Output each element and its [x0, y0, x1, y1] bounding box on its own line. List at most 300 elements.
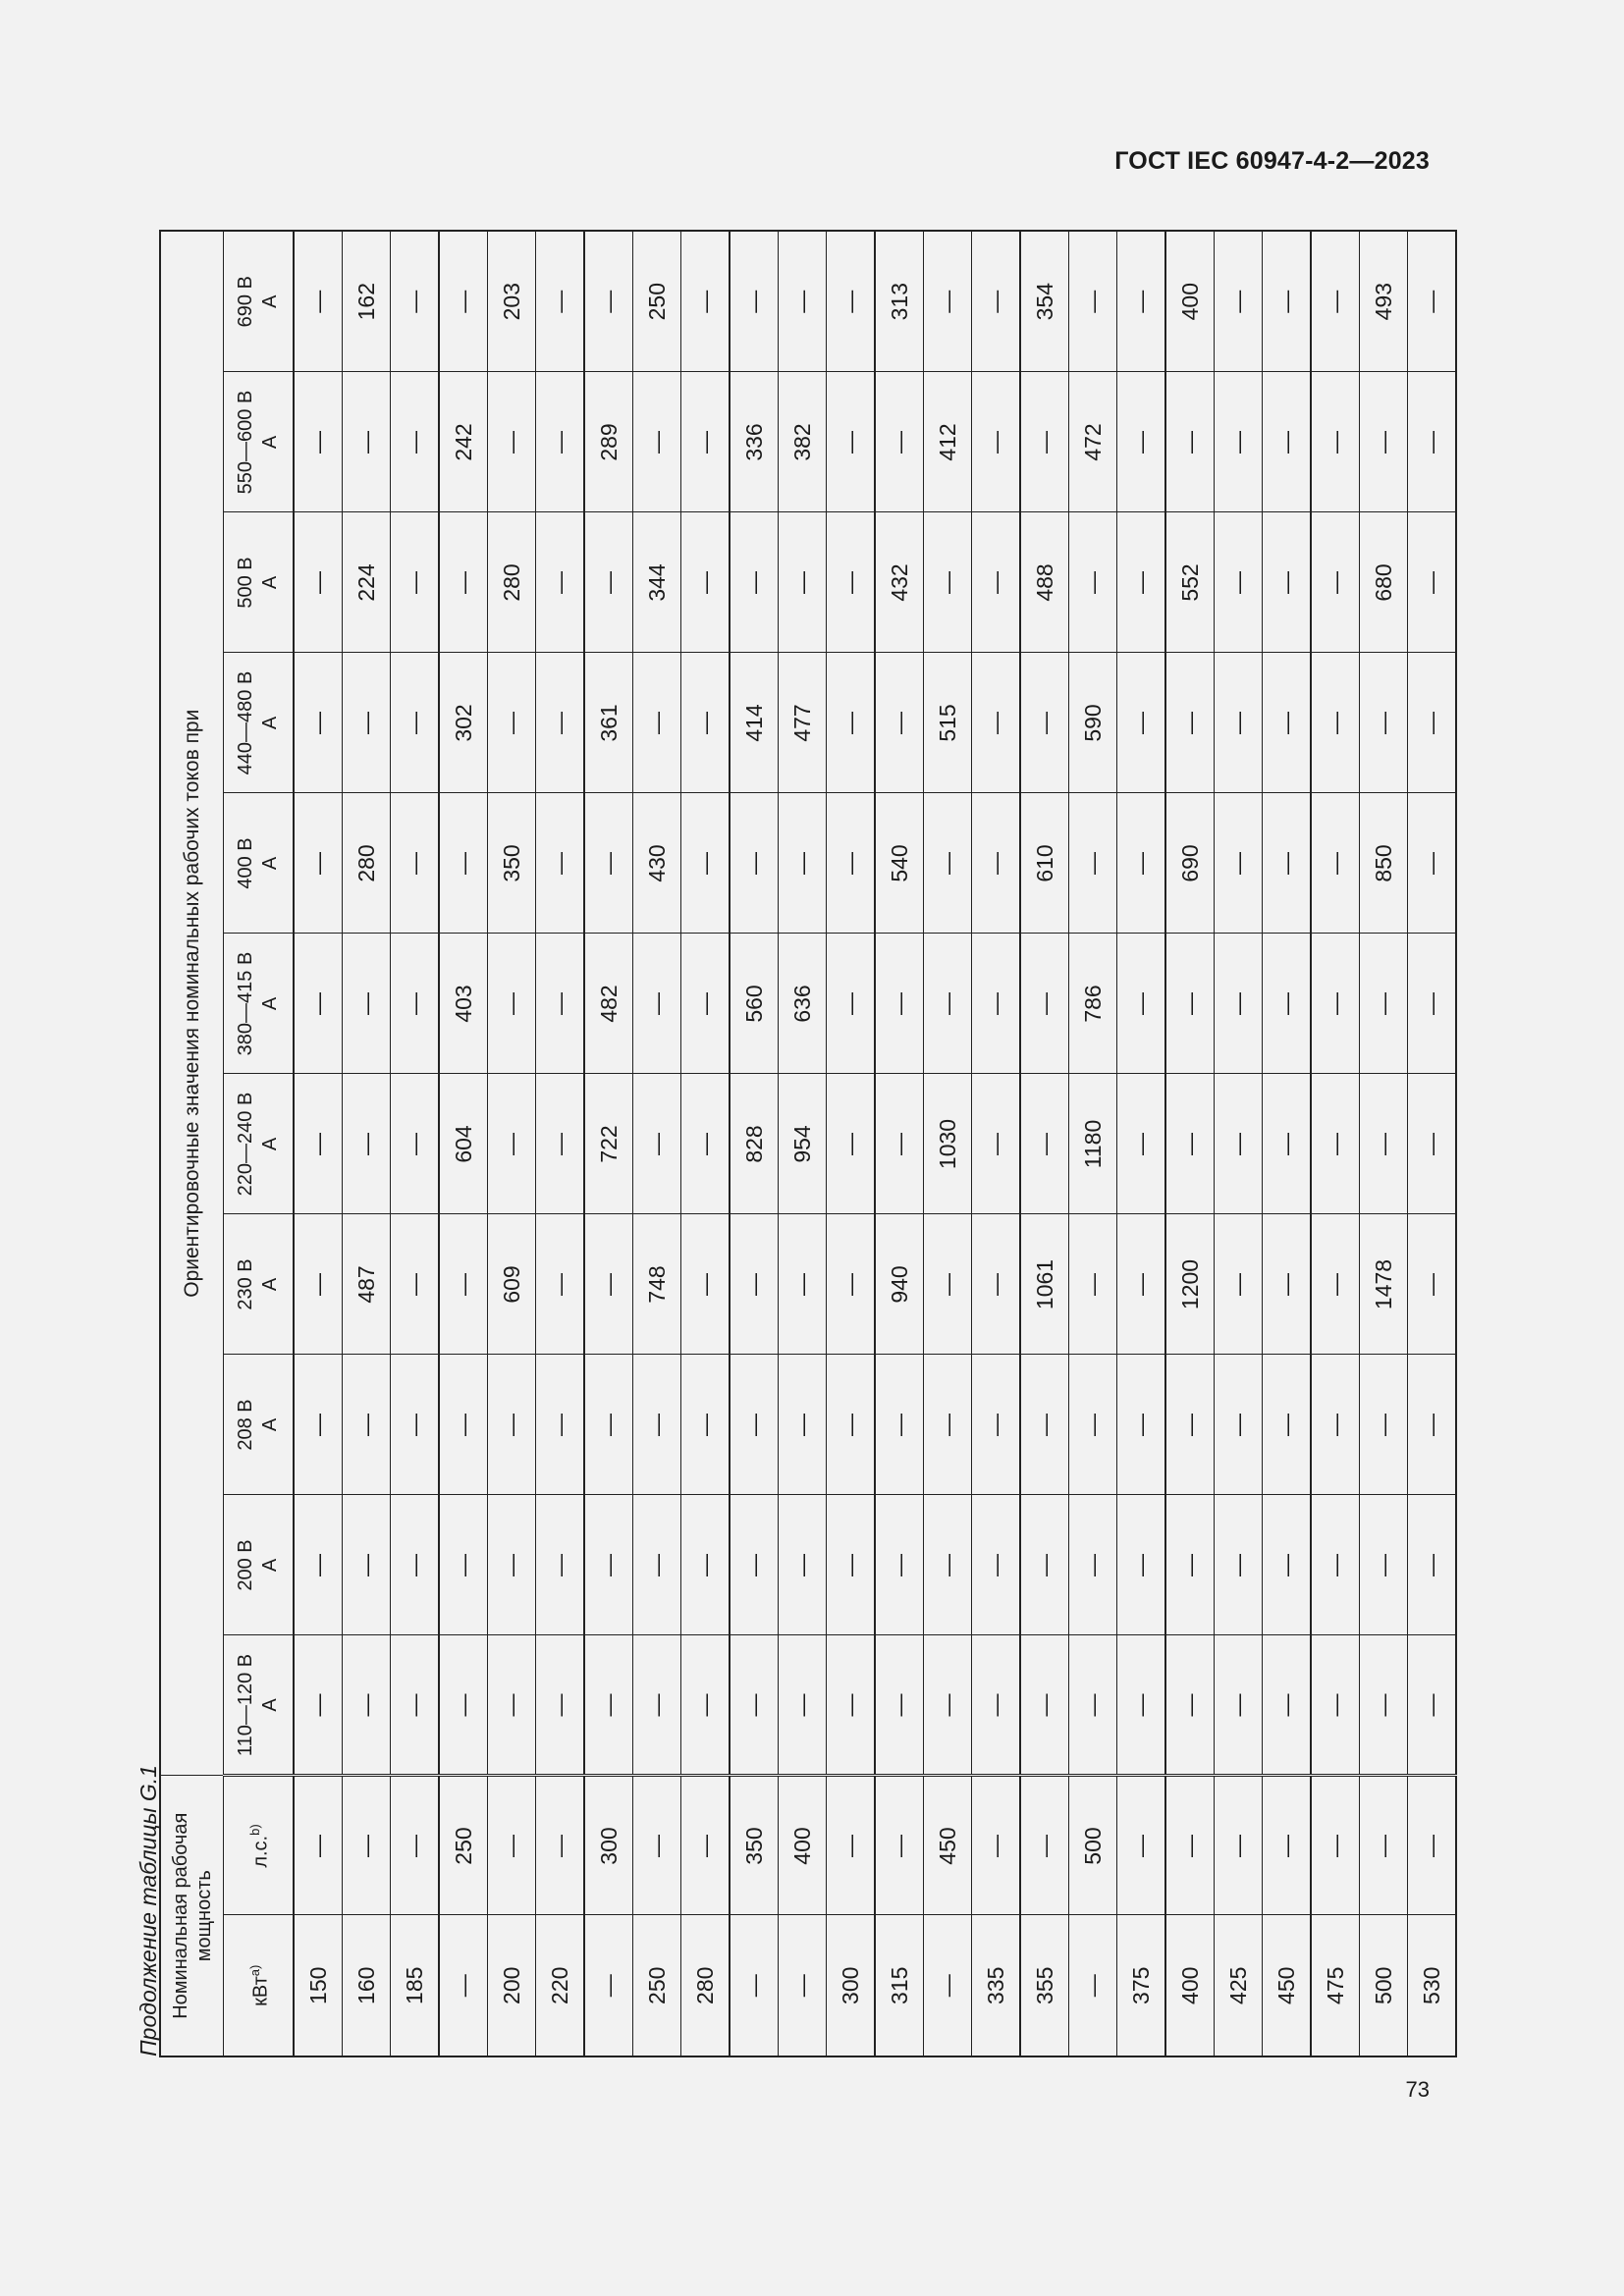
- table-cell: 250: [633, 231, 681, 372]
- column-header-unit: А: [259, 435, 281, 450]
- table-cell: —: [1117, 1776, 1166, 1915]
- table-cell: —: [875, 1495, 924, 1635]
- table-row: [343, 231, 391, 2056]
- column-header-top: 380—415 В: [235, 951, 256, 1056]
- table-row: [924, 231, 972, 2056]
- table-cell: —: [730, 512, 779, 653]
- table-cell: —: [536, 793, 585, 934]
- table-cell: —: [1165, 1074, 1215, 1214]
- table-cell: —: [1215, 793, 1263, 934]
- table-cell: —: [1408, 231, 1457, 372]
- table-cell: —: [343, 1355, 391, 1495]
- table-cell: —: [972, 1074, 1021, 1214]
- table-cell: —: [1069, 793, 1117, 934]
- table-cell: —: [343, 934, 391, 1074]
- table-cell: 1200: [1165, 1214, 1215, 1355]
- table-cell: —: [1069, 231, 1117, 372]
- table-cell: —: [1263, 1074, 1312, 1214]
- table-cell: —: [1117, 793, 1166, 934]
- table-cell: —: [1263, 1495, 1312, 1635]
- table-row: [584, 231, 633, 2056]
- table-cell: —: [294, 1214, 343, 1355]
- table-cell: —: [633, 1074, 681, 1214]
- column-header-row: [224, 231, 295, 2056]
- table-cell: 354: [1020, 231, 1069, 372]
- table-cell: 450: [1263, 1915, 1312, 2056]
- column-header-unit: А: [259, 996, 281, 1011]
- table-cell: —: [972, 1495, 1021, 1635]
- table-cell: —: [1408, 372, 1457, 512]
- table-cell: —: [1117, 934, 1166, 1074]
- table-cell: —: [1408, 1776, 1457, 1915]
- table-cell: —: [1408, 934, 1457, 1074]
- table-cell: —: [1020, 372, 1069, 512]
- table-cell: —: [875, 653, 924, 793]
- table-cell: —: [1311, 372, 1360, 512]
- table-cell: —: [1360, 1495, 1408, 1635]
- table-cell: —: [924, 1915, 972, 2056]
- table-cell: —: [779, 793, 827, 934]
- table-cell: —: [1165, 934, 1215, 1074]
- table-cell: —: [488, 1355, 536, 1495]
- table-cell: —: [681, 1776, 731, 1915]
- table-cell: 280: [488, 512, 536, 653]
- table-cell: —: [1408, 1074, 1457, 1214]
- table-cell: 203: [488, 231, 536, 372]
- table-row: [1117, 231, 1166, 2056]
- table-cell: —: [1263, 372, 1312, 512]
- table-cell: —: [488, 1635, 536, 1776]
- footnote-marker: b): [247, 1824, 263, 1836]
- table-cell: —: [488, 934, 536, 1074]
- table-cell: —: [1311, 231, 1360, 372]
- table-cell: —: [779, 231, 827, 372]
- table-cell: 430: [633, 793, 681, 934]
- table-cell: —: [972, 231, 1021, 372]
- table-cell: —: [391, 793, 440, 934]
- table-cell: —: [1360, 372, 1408, 512]
- column-header: [224, 512, 295, 653]
- table-cell: —: [1069, 1495, 1117, 1635]
- table-cell: —: [1117, 1495, 1166, 1635]
- table-cell: —: [1408, 1635, 1457, 1776]
- table-cell: 412: [924, 372, 972, 512]
- table-cell: 590: [1069, 653, 1117, 793]
- table-cell: —: [827, 1635, 876, 1776]
- table-cell: 350: [730, 1776, 779, 1915]
- table-cell: —: [1311, 1495, 1360, 1635]
- table-cell: —: [536, 372, 585, 512]
- table-cell: 400: [779, 1776, 827, 1915]
- table-cell: —: [294, 1776, 343, 1915]
- table-cell: —: [1311, 1074, 1360, 1214]
- table-cell: —: [536, 1214, 585, 1355]
- table-cell: —: [1020, 1635, 1069, 1776]
- table-cell: —: [827, 1074, 876, 1214]
- table-cell: —: [827, 1495, 876, 1635]
- table-cell: —: [1263, 793, 1312, 934]
- table-cell: —: [439, 1915, 488, 2056]
- table-cell: 1061: [1020, 1214, 1069, 1355]
- column-header: [224, 1495, 295, 1635]
- table-cell: —: [294, 1074, 343, 1214]
- power-current-table: [159, 230, 1457, 2057]
- table-cell: —: [681, 934, 731, 1074]
- table-cell: —: [1360, 1776, 1408, 1915]
- table-cell: 220: [536, 1915, 585, 2056]
- table-cell: —: [1408, 512, 1457, 653]
- table-cell: —: [730, 793, 779, 934]
- table-cell: —: [488, 1074, 536, 1214]
- table-cell: —: [343, 372, 391, 512]
- table-cell: —: [1117, 1074, 1166, 1214]
- table-cell: —: [1215, 1214, 1263, 1355]
- table-cell: —: [1069, 1635, 1117, 1776]
- table-cell: —: [681, 372, 731, 512]
- table-cell: —: [584, 1495, 633, 1635]
- table-cell: —: [1117, 1635, 1166, 1776]
- column-header-top: 208 В: [235, 1399, 256, 1451]
- table-cell: 200: [488, 1915, 536, 2056]
- table-cell: 477: [779, 653, 827, 793]
- table-cell: —: [1311, 1635, 1360, 1776]
- table-cell: 335: [972, 1915, 1021, 2056]
- column-header-top: 110—120 В: [235, 1653, 256, 1757]
- table-cell: —: [536, 231, 585, 372]
- table-cell: —: [391, 1074, 440, 1214]
- table-cell: 400: [1165, 1915, 1215, 2056]
- table-cell: —: [730, 1214, 779, 1355]
- table-cell: —: [1360, 1635, 1408, 1776]
- table-cell: 610: [1020, 793, 1069, 934]
- table-cell: —: [536, 653, 585, 793]
- table-cell: 636: [779, 934, 827, 1074]
- column-header: [224, 1074, 295, 1214]
- table-cell: —: [343, 653, 391, 793]
- table-cell: —: [294, 934, 343, 1074]
- table-cell: —: [1311, 793, 1360, 934]
- table-cell: —: [1069, 1915, 1117, 2056]
- table-cell: —: [584, 1635, 633, 1776]
- table-cell: —: [972, 1635, 1021, 1776]
- table-cell: —: [730, 1635, 779, 1776]
- table-cell: 604: [439, 1074, 488, 1214]
- table-cell: 185: [391, 1915, 440, 2056]
- table-cell: —: [1408, 653, 1457, 793]
- table-cell: 954: [779, 1074, 827, 1214]
- table-cell: —: [633, 934, 681, 1074]
- table-cell: —: [1117, 372, 1166, 512]
- table-cell: —: [1215, 1776, 1263, 1915]
- table-cell: —: [1215, 1355, 1263, 1495]
- table-cell: —: [972, 512, 1021, 653]
- table-cell: 475: [1311, 1915, 1360, 2056]
- table-cell: —: [1165, 1355, 1215, 1495]
- table-cell: —: [294, 653, 343, 793]
- table-cell: 500: [1069, 1776, 1117, 1915]
- table-cell: 722: [584, 1074, 633, 1214]
- column-header-top: 690 В: [235, 276, 256, 328]
- column-header: [224, 1635, 295, 1776]
- table-cell: —: [1215, 512, 1263, 653]
- table-cell: 482: [584, 934, 633, 1074]
- power-group-header: Номинальная рабочая мощность: [160, 1776, 224, 2056]
- table-cell: —: [1069, 1214, 1117, 1355]
- table-cell: 552: [1165, 512, 1215, 653]
- table-cell: 344: [633, 512, 681, 653]
- table-cell: 540: [875, 793, 924, 934]
- table-cell: 1180: [1069, 1074, 1117, 1214]
- table-cell: —: [1360, 653, 1408, 793]
- table-cell: —: [391, 1635, 440, 1776]
- column-header-top: 200 В: [235, 1539, 256, 1591]
- table-cell: 425: [1215, 1915, 1263, 2056]
- table-row: [730, 231, 779, 2056]
- table-cell: —: [488, 372, 536, 512]
- table-row: [1215, 231, 1263, 2056]
- table-cell: —: [633, 1776, 681, 1915]
- table-cell: —: [294, 1635, 343, 1776]
- table-cell: —: [681, 1074, 731, 1214]
- column-header-top: 440—480 В: [235, 670, 256, 775]
- table-cell: —: [1311, 512, 1360, 653]
- table-cell: —: [391, 653, 440, 793]
- table-cell: —: [536, 1776, 585, 1915]
- table-cell: 300: [827, 1915, 876, 2056]
- column-header: [224, 1214, 295, 1355]
- table-body: [294, 231, 1456, 2056]
- table-cell: —: [1215, 934, 1263, 1074]
- column-header: [224, 793, 295, 934]
- table-cell: —: [1263, 1214, 1312, 1355]
- table-cell: —: [924, 231, 972, 372]
- table-cell: —: [1311, 653, 1360, 793]
- table-cell: 560: [730, 934, 779, 1074]
- rotated-table-wrapper: [159, 232, 1444, 2057]
- column-header-unit: А: [259, 1558, 281, 1573]
- table-cell: —: [1020, 1495, 1069, 1635]
- table-cell: 850: [1360, 793, 1408, 934]
- table-cell: —: [1360, 1355, 1408, 1495]
- table-cell: —: [730, 1915, 779, 2056]
- table-cell: 530: [1408, 1915, 1457, 2056]
- table-cell: 150: [294, 1915, 343, 2056]
- table-cell: 382: [779, 372, 827, 512]
- table-cell: —: [294, 793, 343, 934]
- table-cell: —: [1165, 372, 1215, 512]
- column-header: [224, 934, 295, 1074]
- table-cell: 786: [1069, 934, 1117, 1074]
- page-number: 73: [1405, 2077, 1430, 2102]
- column-header: [224, 231, 295, 372]
- table-cell: —: [343, 1074, 391, 1214]
- column-header-top: кВт: [249, 1976, 272, 2006]
- table-cell: 487: [343, 1214, 391, 1355]
- table-cell: —: [439, 231, 488, 372]
- table-cell: —: [633, 1355, 681, 1495]
- table-cell: 300: [584, 1776, 633, 1915]
- column-header-unit: А: [259, 575, 281, 590]
- table-cell: —: [294, 1355, 343, 1495]
- table-cell: 162: [343, 231, 391, 372]
- table-row: [1020, 231, 1069, 2056]
- table-row: [1263, 231, 1312, 2056]
- table-cell: 350: [488, 793, 536, 934]
- table-cell: —: [343, 1776, 391, 1915]
- table-cell: —: [924, 1355, 972, 1495]
- table-cell: —: [1408, 793, 1457, 934]
- table-cell: —: [924, 793, 972, 934]
- table-cell: —: [681, 653, 731, 793]
- table-cell: —: [343, 1635, 391, 1776]
- table-cell: 289: [584, 372, 633, 512]
- table-cell: —: [779, 1495, 827, 1635]
- table-row: [972, 231, 1021, 2056]
- table-cell: —: [875, 1355, 924, 1495]
- table-cell: —: [584, 793, 633, 934]
- table-cell: —: [391, 1776, 440, 1915]
- table-cell: 313: [875, 231, 924, 372]
- column-header-unit: А: [259, 856, 281, 871]
- table-cell: —: [1263, 1776, 1312, 1915]
- table-row: [1069, 231, 1117, 2056]
- table-cell: —: [924, 934, 972, 1074]
- table-cell: —: [391, 512, 440, 653]
- table-cell: —: [779, 1915, 827, 2056]
- table-cell: —: [343, 1495, 391, 1635]
- table-cell: —: [439, 1635, 488, 1776]
- table-cell: —: [681, 1635, 731, 1776]
- table-cell: 280: [681, 1915, 731, 2056]
- table-cell: 493: [1360, 231, 1408, 372]
- table-cell: 361: [584, 653, 633, 793]
- table-cell: —: [730, 1495, 779, 1635]
- table-cell: —: [779, 1214, 827, 1355]
- table-cell: —: [1311, 934, 1360, 1074]
- footnote-marker: а): [247, 1964, 263, 1977]
- table-row: [1311, 231, 1360, 2056]
- table-cell: —: [1215, 1074, 1263, 1214]
- table-cell: —: [1020, 934, 1069, 1074]
- table-cell: —: [827, 653, 876, 793]
- table-row: [1360, 231, 1408, 2056]
- table-cell: —: [681, 1214, 731, 1355]
- table-row: [827, 231, 876, 2056]
- table-cell: 680: [1360, 512, 1408, 653]
- table-cell: —: [1020, 1776, 1069, 1915]
- table-cell: —: [439, 1355, 488, 1495]
- table-cell: 414: [730, 653, 779, 793]
- table-cell: 1030: [924, 1074, 972, 1214]
- table-cell: —: [1408, 1355, 1457, 1495]
- table-cell: —: [1311, 1776, 1360, 1915]
- table-cell: —: [972, 1355, 1021, 1495]
- table-cell: —: [1069, 1355, 1117, 1495]
- table-cell: —: [391, 1355, 440, 1495]
- table-cell: —: [972, 1776, 1021, 1915]
- table-cell: —: [1069, 512, 1117, 653]
- table-cell: —: [536, 512, 585, 653]
- table-row: [1408, 231, 1457, 2056]
- table-cell: —: [488, 1776, 536, 1915]
- table-cell: —: [584, 512, 633, 653]
- table-cell: —: [584, 1214, 633, 1355]
- table-cell: —: [924, 1495, 972, 1635]
- column-header-top: л.с.: [249, 1835, 272, 1868]
- table-cell: —: [1311, 1355, 1360, 1495]
- table-cell: —: [294, 512, 343, 653]
- column-header-unit: А: [259, 1698, 281, 1712]
- table-cell: —: [827, 512, 876, 653]
- table-cell: 515: [924, 653, 972, 793]
- table-cell: —: [924, 512, 972, 653]
- table-cell: —: [827, 1776, 876, 1915]
- table-cell: —: [681, 231, 731, 372]
- table-cell: —: [972, 934, 1021, 1074]
- table-caption: Продолжение таблицы G.1: [135, 1765, 161, 2056]
- column-header: [224, 653, 295, 793]
- table-cell: 302: [439, 653, 488, 793]
- table-cell: —: [1360, 1074, 1408, 1214]
- table-cell: —: [1263, 231, 1312, 372]
- table-row: [488, 231, 536, 2056]
- table-cell: —: [439, 793, 488, 934]
- table-row: [536, 231, 585, 2056]
- table-cell: —: [1263, 1355, 1312, 1495]
- table-cell: —: [730, 1355, 779, 1495]
- table-cell: —: [584, 1355, 633, 1495]
- table-cell: —: [875, 372, 924, 512]
- table-cell: —: [1408, 1214, 1457, 1355]
- table-cell: —: [1117, 1355, 1166, 1495]
- table-cell: 472: [1069, 372, 1117, 512]
- table-cell: —: [1117, 1214, 1166, 1355]
- table-cell: —: [924, 1635, 972, 1776]
- table-cell: —: [633, 1495, 681, 1635]
- table-cell: —: [681, 1355, 731, 1495]
- table-cell: —: [827, 1355, 876, 1495]
- table-cell: —: [536, 1355, 585, 1495]
- table-cell: —: [536, 1495, 585, 1635]
- table-cell: —: [536, 1635, 585, 1776]
- table-cell: —: [391, 934, 440, 1074]
- column-header: [224, 1355, 295, 1495]
- table-row: [439, 231, 488, 2056]
- table-cell: —: [1117, 231, 1166, 372]
- table-cell: —: [439, 512, 488, 653]
- column-header-unit: А: [259, 1137, 281, 1151]
- table-cell: —: [827, 934, 876, 1074]
- table-cell: 242: [439, 372, 488, 512]
- table-cell: —: [1215, 231, 1263, 372]
- table-cell: —: [1215, 653, 1263, 793]
- table-cell: —: [681, 793, 731, 934]
- table-cell: 450: [924, 1776, 972, 1915]
- table-cell: —: [875, 1635, 924, 1776]
- column-header-top: 220—240 В: [235, 1092, 256, 1197]
- column-header-top: 230 В: [235, 1258, 256, 1310]
- column-header: [224, 372, 295, 512]
- column-header-top: 500 В: [235, 557, 256, 609]
- column-header-unit: А: [259, 1417, 281, 1432]
- table-cell: —: [633, 372, 681, 512]
- column-header: [224, 1776, 295, 1915]
- table-cell: —: [1117, 512, 1166, 653]
- table-cell: 355: [1020, 1915, 1069, 2056]
- table-row: [875, 231, 924, 2056]
- table-cell: —: [1263, 512, 1312, 653]
- table-cell: —: [1263, 934, 1312, 1074]
